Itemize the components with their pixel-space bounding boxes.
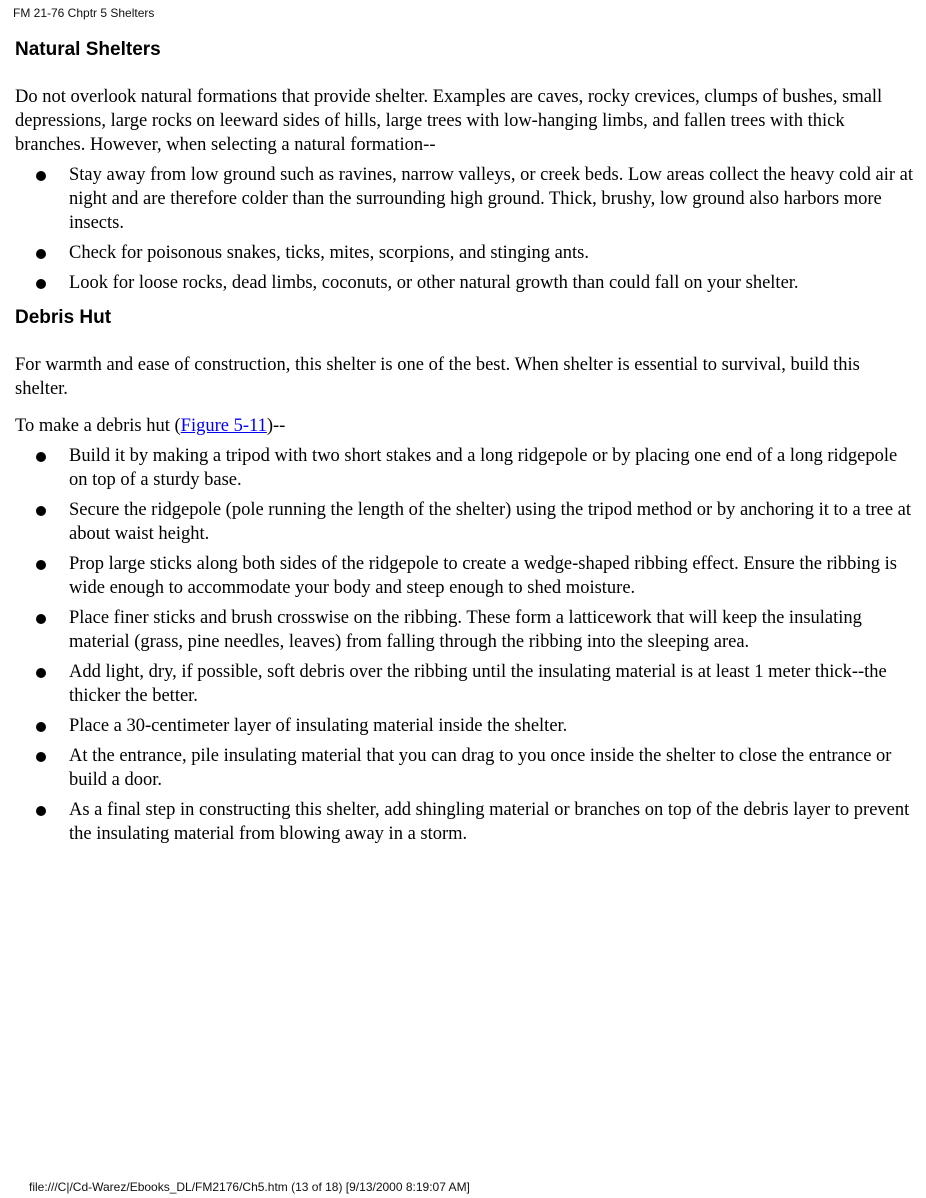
bullet-icon [36, 171, 46, 181]
list-item-text: As a final step in constructing this shelter, add shingling material or branches on top of the debris layer to prevent the insulating material from blowing away in a storm. [69, 800, 910, 844]
lead-prefix: To make a debris hut ( [15, 416, 181, 436]
bullet-icon [36, 506, 46, 516]
natural-shelters-intro: Do not overlook natural formations that provide shelter. Examples are caves, rocky crevices, clumps of bushes, small depressions, large rocks on leeward sides of hills, large trees with low-hanging limbs, and fallen trees with thick branches. However, when selecting a natural formation-- [15, 87, 883, 155]
list-item [69, 744, 915, 792]
bullet-icon [36, 722, 46, 732]
list-item [69, 498, 915, 546]
list-item [69, 798, 915, 846]
list-item-text: Look for loose rocks, dead limbs, coconuts, or other natural growth than could fall on your shelter. [69, 273, 799, 293]
page-content [15, 37, 915, 852]
list-item-text: Add light, dry, if possible, soft debris over the ribbing until the insulating material is at least 1 meter thick--the thicker the better. [69, 662, 887, 706]
bullet-icon [36, 806, 46, 816]
list-item [69, 552, 915, 600]
debris-hut-lead [15, 414, 915, 438]
section-title-natural-shelters: Natural Shelters [15, 39, 161, 60]
page-footer-path: file:///C|/Cd-Warez/Ebooks_DL/FM2176/Ch5.htm (13 of 18) [9/13/2000 8:19:07 AM] [29, 1180, 470, 1194]
figure-5-11-link[interactable]: Figure 5-11 [180, 416, 267, 436]
bullet-icon [36, 560, 46, 570]
list-item-text: Prop large sticks along both sides of the ridgepole to create a wedge-shaped ribbing effect. Ensure the ribbing is wide enough to accommodate your body and steep enough to shed moisture. [69, 554, 897, 598]
bullet-icon [36, 452, 46, 462]
list-item-text: Place finer sticks and brush crosswise on the ribbing. These form a latticework that will keep the insulating material (grass, pine needles, leaves) from falling through the ribbing into the sleeping area. [69, 608, 862, 652]
list-item [69, 241, 915, 265]
bullet-icon [36, 279, 46, 289]
bullet-icon [36, 668, 46, 678]
natural-shelters-list [15, 163, 915, 295]
bullet-icon [36, 249, 46, 259]
section-title-debris-hut: Debris Hut [15, 307, 112, 328]
list-item-text: At the entrance, pile insulating material that you can drag to you once inside the shelter to close the entrance or build a door. [69, 746, 892, 790]
lead-suffix: )-- [266, 416, 286, 436]
debris-hut-intro: For warmth and ease of construction, this shelter is one of the best. When shelter is essential to survival, build this shelter. [15, 355, 860, 399]
list-item [69, 271, 915, 295]
list-item [69, 714, 915, 738]
list-item [69, 163, 915, 235]
list-item-text: Secure the ridgepole (pole running the length of the shelter) using the tripod method or by anchoring it to a tree at about waist height. [69, 500, 912, 544]
bullet-icon [36, 752, 46, 762]
list-item [69, 660, 915, 708]
list-item [69, 606, 915, 654]
list-item [69, 444, 915, 492]
list-item-text: Stay away from low ground such as ravines, narrow valleys, or creek beds. Low areas collect the heavy cold air at night and are therefore colder than the surrounding high ground. Thick, brushy, low ground also harbors more insects. [69, 165, 914, 233]
bullet-icon [36, 614, 46, 624]
debris-hut-list [15, 444, 915, 846]
list-item-text: Place a 30-centimeter layer of insulating material inside the shelter. [69, 716, 568, 736]
list-item-text: Build it by making a tripod with two short stakes and a long ridgepole or by placing one end of a long ridgepole on top of a sturdy base. [69, 446, 898, 490]
page-header-title: FM 21-76 Chptr 5 Shelters [13, 6, 155, 20]
list-item-text: Check for poisonous snakes, ticks, mites, scorpions, and stinging ants. [69, 243, 590, 263]
